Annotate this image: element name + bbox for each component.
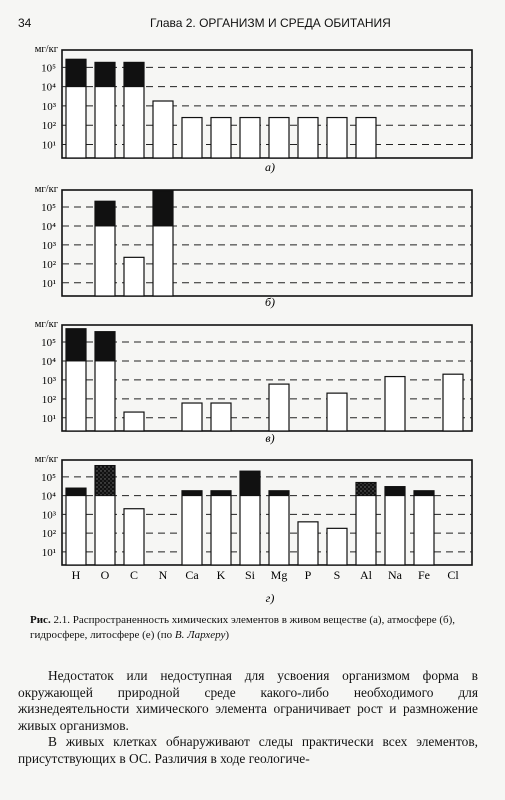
y-tick-label: 10¹ — [41, 412, 56, 425]
chart-panel-a — [0, 40, 505, 180]
x-tick-label: C — [129, 568, 139, 582]
chart-panel-v — [0, 315, 505, 450]
bar-dark-O — [95, 62, 115, 86]
bar-Ca — [182, 403, 202, 431]
y-tick-label: 10³ — [41, 509, 56, 522]
chapter-title: Глава 2. ОРГАНИЗМ И СРЕДА ОБИТАНИЯ — [150, 16, 391, 30]
bar-dark-Na — [385, 487, 405, 496]
bar-dark-O — [95, 466, 115, 496]
y-tick-label: 10³ — [41, 100, 56, 113]
paragraph: В живых клетках обнаруживают следы практически всех элементов, присутствующих в ОС. Различия в ходе геологиче- — [18, 734, 478, 766]
bar-C — [124, 257, 144, 296]
bar-Mg — [269, 384, 289, 431]
chart-panel-g — [0, 450, 505, 605]
bar-dark-O — [95, 332, 115, 361]
bar-S — [327, 528, 347, 565]
bar-P — [298, 118, 318, 158]
bar-Cl — [443, 374, 463, 431]
y-tick-label: 10⁵ — [41, 471, 56, 484]
bar-dark-Mg — [269, 491, 289, 496]
y-tick-label: 10⁴ — [41, 81, 56, 94]
y-tick-label: 10² — [41, 528, 56, 541]
y-tick-label: 10² — [41, 120, 56, 133]
y-tick-label: 10² — [41, 258, 56, 271]
caption-text: 2.1. Распространенность химических элементов в живом веществе (а), атмосфере (б), гидросфере, литосфере (е) (по — [30, 614, 456, 641]
x-tick-label: P — [304, 568, 312, 582]
bar-H — [66, 488, 86, 565]
bar-C — [124, 412, 144, 431]
y-axis-unit: мг/кг — [34, 454, 58, 465]
bar-Al — [356, 118, 376, 158]
x-tick-label: S — [333, 568, 341, 582]
y-tick-label: 10³ — [41, 239, 56, 252]
x-tick-label: Al — [360, 568, 372, 582]
bar-Na — [385, 377, 405, 431]
bar-dark-Fe — [414, 491, 434, 496]
x-tick-label: K — [216, 568, 226, 582]
y-tick-label: 10¹ — [41, 277, 56, 290]
bar-N — [153, 101, 173, 158]
y-tick-label: 10⁴ — [41, 220, 56, 233]
bar-dark-H — [66, 59, 86, 86]
x-tick-label: Cl — [447, 568, 459, 582]
y-axis-unit: мг/кг — [34, 184, 58, 195]
bar-dark-Al — [356, 483, 376, 496]
y-tick-label: 10¹ — [41, 139, 56, 152]
page-number: 34 — [18, 16, 32, 30]
y-tick-label: 10⁵ — [41, 62, 56, 75]
bar-Na — [385, 487, 405, 565]
y-axis-unit: мг/кг — [34, 319, 58, 330]
chart-panel-b — [0, 180, 505, 315]
paragraph: Недостаток или недоступная для усвоения организмом форма в окружающей природной среде какого-либо необходимого для жизнедеятельности химического элемента ограничивает рост и размножение живых организмов. — [18, 668, 478, 733]
y-tick-label: 10³ — [41, 374, 56, 387]
x-tick-label: H — [71, 568, 81, 582]
bar-dark-K — [211, 491, 231, 496]
bar-dark-H — [66, 329, 86, 361]
bar-Ca — [182, 118, 202, 158]
x-tick-label: N — [158, 568, 168, 582]
bar-P — [298, 522, 318, 565]
x-tick-label: Na — [388, 568, 402, 582]
page-header — [18, 16, 487, 32]
x-tick-label: Mg — [270, 568, 288, 582]
y-tick-label: 10² — [41, 393, 56, 406]
bar-dark-Ca — [182, 491, 202, 496]
y-axis-unit: мг/кг — [34, 44, 58, 55]
bar-Fe — [414, 491, 434, 565]
body-text — [18, 668, 478, 768]
y-tick-label: 10¹ — [41, 546, 56, 559]
bar-S — [327, 393, 347, 431]
y-tick-label: 10⁵ — [41, 202, 56, 215]
bar-Si — [240, 118, 260, 158]
panel-label: в) — [265, 431, 275, 445]
x-tick-label: Fe — [418, 568, 430, 582]
y-tick-label: 10⁴ — [41, 355, 56, 368]
caption-label: Рис. — [30, 614, 51, 626]
bar-K — [211, 118, 231, 158]
bar-dark-O — [95, 201, 115, 226]
bar-Ca — [182, 491, 202, 565]
bar-K — [211, 491, 231, 565]
caption-author: В. Лархеру — [174, 629, 226, 641]
panel-label: б) — [264, 295, 276, 309]
caption-end: ) — [225, 629, 230, 641]
bar-S — [327, 118, 347, 158]
bar-K — [211, 403, 231, 431]
y-tick-label: 10⁴ — [41, 490, 56, 503]
panel-label: г) — [265, 591, 275, 605]
bar-Mg — [269, 491, 289, 565]
bar-C — [124, 509, 144, 565]
x-tick-label: O — [100, 568, 110, 582]
bar-Mg — [269, 118, 289, 158]
y-tick-label: 10⁵ — [41, 337, 56, 350]
bar-dark-Si — [240, 471, 260, 495]
x-tick-label: Ca — [185, 568, 199, 582]
panel-label: а) — [265, 160, 275, 174]
bar-dark-H — [66, 488, 86, 495]
bar-dark-C — [124, 62, 144, 86]
x-tick-label: Si — [244, 568, 256, 582]
bar-dark-N — [153, 191, 173, 226]
figure-caption — [30, 613, 475, 643]
